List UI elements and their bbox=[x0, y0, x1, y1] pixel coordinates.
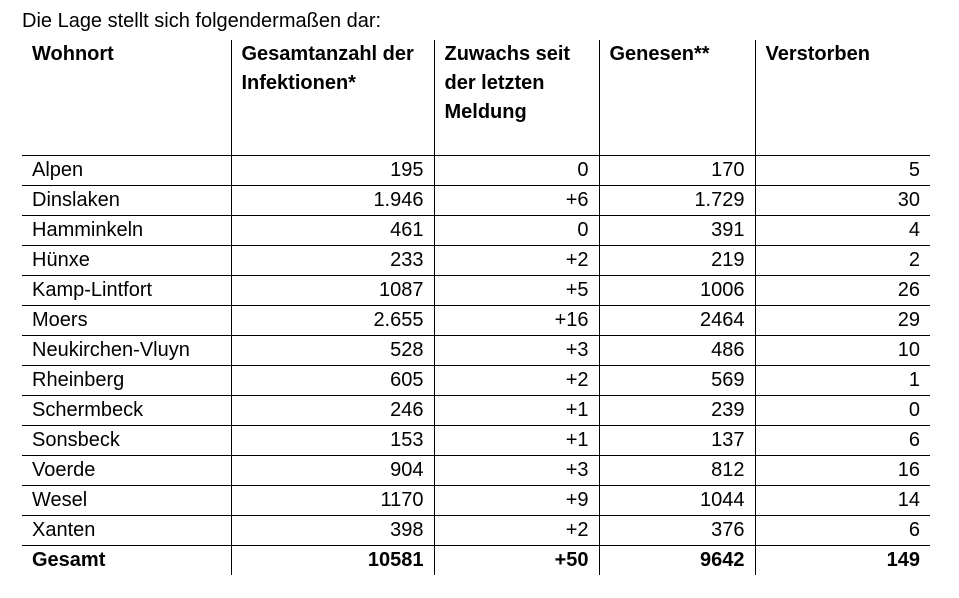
cell-gesamt: 195 bbox=[231, 156, 434, 186]
cell-gesamt: 10581 bbox=[231, 546, 434, 576]
cell-zuwachs: 0 bbox=[434, 156, 599, 186]
cell-ort: Sonsbeck bbox=[22, 426, 231, 456]
cell-zuwachs: +1 bbox=[434, 426, 599, 456]
cell-gesamt: 233 bbox=[231, 246, 434, 276]
cell-verstorben: 5 bbox=[755, 156, 930, 186]
infection-table bbox=[22, 40, 930, 575]
cell-genesen: 486 bbox=[599, 336, 755, 366]
cell-ort: Xanten bbox=[22, 516, 231, 546]
cell-verstorben: 149 bbox=[755, 546, 930, 576]
table-row bbox=[22, 426, 930, 456]
table-row bbox=[22, 396, 930, 426]
cell-gesamt: 461 bbox=[231, 216, 434, 246]
cell-zuwachs: +3 bbox=[434, 336, 599, 366]
cell-ort: Dinslaken bbox=[22, 186, 231, 216]
cell-gesamt: 904 bbox=[231, 456, 434, 486]
cell-genesen: 1044 bbox=[599, 486, 755, 516]
cell-gesamt: 1.946 bbox=[231, 186, 434, 216]
cell-genesen: 812 bbox=[599, 456, 755, 486]
cell-ort: Gesamt bbox=[32, 549, 106, 571]
cell-verstorben: 10 bbox=[755, 336, 930, 366]
cell-genesen: 569 bbox=[599, 366, 755, 396]
header-gesamtanzahl: Gesamtanzahl der Infektionen* bbox=[231, 40, 434, 156]
table-row bbox=[22, 516, 930, 546]
cell-verstorben: 1 bbox=[755, 366, 930, 396]
table-row bbox=[22, 156, 930, 186]
cell-genesen: 391 bbox=[599, 216, 755, 246]
cell-genesen: 219 bbox=[599, 246, 755, 276]
cell-genesen: 1.729 bbox=[599, 186, 755, 216]
cell-gesamt: 605 bbox=[231, 366, 434, 396]
cell-zuwachs: +5 bbox=[434, 276, 599, 306]
cell-gesamt: 153 bbox=[231, 426, 434, 456]
cell-ort: Rheinberg bbox=[22, 366, 231, 396]
cell-zuwachs: +6 bbox=[434, 186, 599, 216]
table-row bbox=[22, 306, 930, 336]
cell-genesen: 9642 bbox=[599, 546, 755, 576]
table-row bbox=[22, 456, 930, 486]
cell-gesamt: 2.655 bbox=[231, 306, 434, 336]
cell-verstorben: 16 bbox=[755, 456, 930, 486]
cell-zuwachs: +2 bbox=[434, 366, 599, 396]
table-row bbox=[22, 336, 930, 366]
cell-genesen: 239 bbox=[599, 396, 755, 426]
table-row bbox=[22, 366, 930, 396]
table-row bbox=[22, 186, 930, 216]
cell-zuwachs: +1 bbox=[434, 396, 599, 426]
table-row bbox=[22, 276, 930, 306]
cell-genesen: 1006 bbox=[599, 276, 755, 306]
cell-verstorben: 4 bbox=[755, 216, 930, 246]
cell-verstorben: 0 bbox=[755, 396, 930, 426]
cell-verstorben: 2 bbox=[755, 246, 930, 276]
cell-ort: Hamminkeln bbox=[22, 216, 231, 246]
cell-ort: Wesel bbox=[22, 486, 231, 516]
cell-gesamt: 1087 bbox=[231, 276, 434, 306]
cell-verstorben: 26 bbox=[755, 276, 930, 306]
cell-zuwachs: 0 bbox=[434, 216, 599, 246]
cell-zuwachs: +9 bbox=[434, 486, 599, 516]
cell-genesen: 170 bbox=[599, 156, 755, 186]
header-row bbox=[22, 40, 930, 156]
cell-ort: Voerde bbox=[22, 456, 231, 486]
cell-zuwachs: +16 bbox=[434, 306, 599, 336]
cell-gesamt: 1170 bbox=[231, 486, 434, 516]
total-row bbox=[22, 546, 930, 576]
cell-verstorben: 14 bbox=[755, 486, 930, 516]
cell-ort: Moers bbox=[22, 306, 231, 336]
cell-genesen: 137 bbox=[599, 426, 755, 456]
cell-gesamt: 528 bbox=[231, 336, 434, 366]
cell-zuwachs: +2 bbox=[434, 516, 599, 546]
table-row bbox=[22, 486, 930, 516]
cell-ort: Schermbeck bbox=[22, 396, 231, 426]
cell-zuwachs: +2 bbox=[434, 246, 599, 276]
cell-verstorben: 29 bbox=[755, 306, 930, 336]
header-genesen: Genesen** bbox=[599, 40, 755, 156]
cell-gesamt: 398 bbox=[231, 516, 434, 546]
cell-gesamt: 246 bbox=[231, 396, 434, 426]
cell-ort: Alpen bbox=[22, 156, 231, 186]
cell-zuwachs: +3 bbox=[434, 456, 599, 486]
cell-genesen: 2464 bbox=[599, 306, 755, 336]
cell-ort: Hünxe bbox=[22, 246, 231, 276]
header-wohnort: Wohnort bbox=[22, 40, 231, 156]
cell-verstorben: 30 bbox=[755, 186, 930, 216]
table-row bbox=[22, 216, 930, 246]
header-zuwachs: Zuwachs seit der letzten Meldung bbox=[434, 40, 599, 156]
cell-ort: Neukirchen-Vluyn bbox=[22, 336, 231, 366]
header-verstorben: Verstorben bbox=[755, 40, 930, 156]
cell-ort: Kamp-Lintfort bbox=[22, 276, 231, 306]
cell-genesen: 376 bbox=[599, 516, 755, 546]
cell-zuwachs: +50 bbox=[434, 546, 599, 576]
cell-verstorben: 6 bbox=[755, 426, 930, 456]
table-row bbox=[22, 246, 930, 276]
intro-text: Die Lage stellt sich folgendermaßen dar: bbox=[22, 10, 382, 32]
cell-verstorben: 6 bbox=[755, 516, 930, 546]
